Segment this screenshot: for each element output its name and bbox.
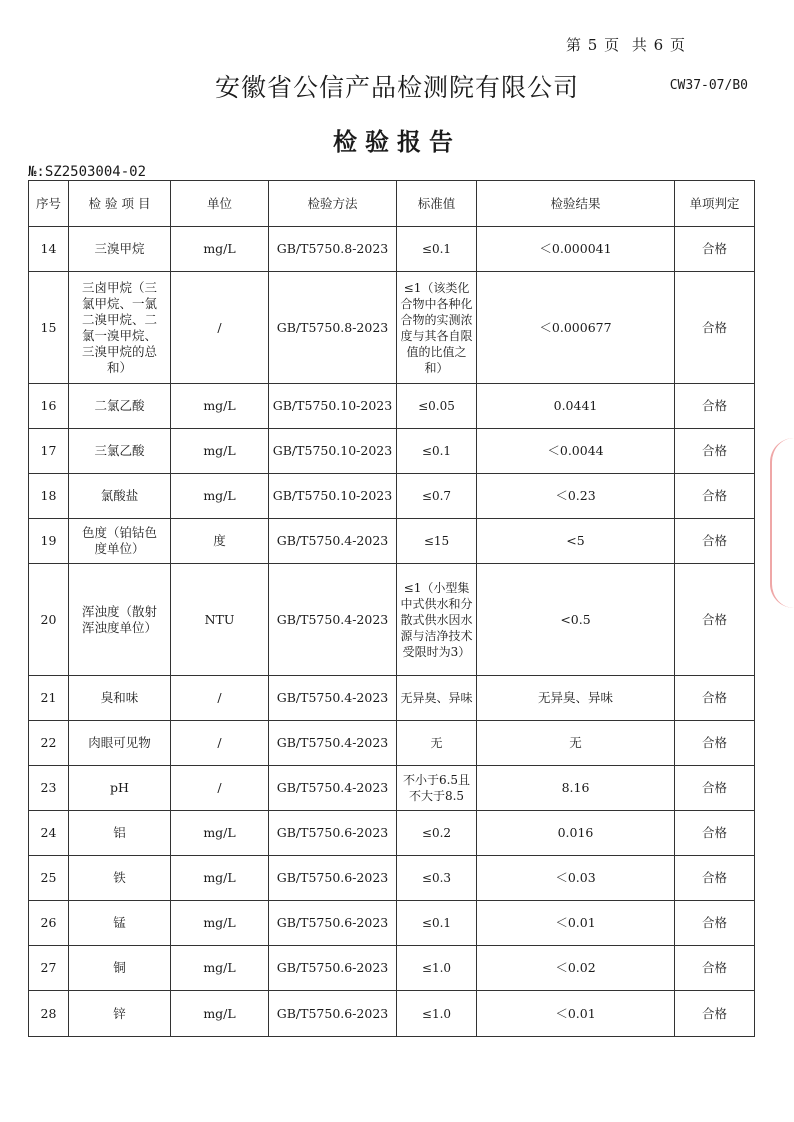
cell-result: ＜0.01	[477, 991, 675, 1037]
cell-no: 21	[29, 676, 69, 721]
cell-item: 臭和味	[69, 676, 171, 721]
cell-no: 14	[29, 227, 69, 272]
cell-method: GB/T5750.8-2023	[269, 272, 397, 384]
table-row	[29, 901, 755, 946]
cell-verdict: 合格	[675, 856, 755, 901]
cell-verdict: 合格	[675, 384, 755, 429]
cell-method: GB/T5750.6-2023	[269, 856, 397, 901]
document-title: 检验报告	[333, 127, 461, 156]
cell-method: GB/T5750.8-2023	[269, 227, 397, 272]
cell-item: 锰	[69, 901, 171, 946]
col-header-verdict: 单项判定	[675, 181, 755, 227]
cell-verdict: 合格	[675, 991, 755, 1037]
report-number: №:SZ2503004-02	[28, 164, 147, 180]
cell-result: 无异臭、异味	[477, 676, 675, 721]
cell-standard: 无	[397, 721, 477, 766]
cell-method: GB/T5750.6-2023	[269, 811, 397, 856]
cell-no: 24	[29, 811, 69, 856]
table-row	[29, 811, 755, 856]
cell-no: 15	[29, 272, 69, 384]
cell-verdict: 合格	[675, 721, 755, 766]
cell-unit: /	[171, 721, 269, 766]
cell-standard: ≤15	[397, 519, 477, 564]
cell-no: 16	[29, 384, 69, 429]
cell-item: 三氯乙酸	[69, 429, 171, 474]
cell-method: GB/T5750.4-2023	[269, 721, 397, 766]
cell-item: 氯酸盐	[69, 474, 171, 519]
cell-unit: mg/L	[171, 384, 269, 429]
col-header-unit: 单位	[171, 181, 269, 227]
cell-result: 8.16	[477, 766, 675, 811]
test-results-table	[28, 180, 755, 1037]
table-row	[29, 272, 755, 384]
page-current: 第 5 页	[566, 36, 621, 54]
cell-verdict: 合格	[675, 901, 755, 946]
col-header-result: 检验结果	[477, 181, 675, 227]
cell-method: GB/T5750.4-2023	[269, 766, 397, 811]
cell-result: <5	[477, 519, 675, 564]
cell-item: 二氯乙酸	[69, 384, 171, 429]
table-row	[29, 474, 755, 519]
cell-verdict: 合格	[675, 227, 755, 272]
cell-no: 28	[29, 991, 69, 1037]
cell-item: pH	[69, 766, 171, 811]
cell-standard: ≤0.1	[397, 227, 477, 272]
cell-method: GB/T5750.6-2023	[269, 901, 397, 946]
seal-stamp-fragment	[770, 438, 794, 608]
cell-standard: ≤0.7	[397, 474, 477, 519]
cell-unit: mg/L	[171, 227, 269, 272]
cell-verdict: 合格	[675, 519, 755, 564]
cell-unit: mg/L	[171, 901, 269, 946]
cell-unit: mg/L	[171, 429, 269, 474]
cell-item: 铝	[69, 811, 171, 856]
cell-unit: mg/L	[171, 946, 269, 991]
cell-verdict: 合格	[675, 811, 755, 856]
cell-result: ＜0.000041	[477, 227, 675, 272]
cell-result: ＜0.000677	[477, 272, 675, 384]
cell-standard: ≤0.05	[397, 384, 477, 429]
cell-item: 色度（铂钴色度单位）	[69, 519, 171, 564]
cell-verdict: 合格	[675, 474, 755, 519]
cell-item: 三溴甲烷	[69, 227, 171, 272]
col-header-standard: 标准值	[397, 181, 477, 227]
cell-method: GB/T5750.6-2023	[269, 946, 397, 991]
cell-method: GB/T5750.4-2023	[269, 564, 397, 676]
cell-no: 17	[29, 429, 69, 474]
page-number	[566, 34, 692, 55]
cell-result: 0.016	[477, 811, 675, 856]
cell-unit: /	[171, 272, 269, 384]
cell-item: 铜	[69, 946, 171, 991]
table-row	[29, 227, 755, 272]
table-row	[29, 721, 755, 766]
cell-method: GB/T5750.4-2023	[269, 676, 397, 721]
cell-unit: mg/L	[171, 474, 269, 519]
cell-unit: /	[171, 676, 269, 721]
cell-standard: 不小于6.5且不大于8.5	[397, 766, 477, 811]
table-row	[29, 856, 755, 901]
cell-result: <0.5	[477, 564, 675, 676]
cell-item: 锌	[69, 991, 171, 1037]
cell-no: 26	[29, 901, 69, 946]
cell-unit: mg/L	[171, 811, 269, 856]
cell-standard: ≤1.0	[397, 946, 477, 991]
table-row	[29, 564, 755, 676]
table-row	[29, 676, 755, 721]
cell-verdict: 合格	[675, 272, 755, 384]
cell-result: ＜0.0044	[477, 429, 675, 474]
cell-method: GB/T5750.10-2023	[269, 384, 397, 429]
cell-standard: ≤0.1	[397, 429, 477, 474]
cell-result: ＜0.03	[477, 856, 675, 901]
cell-item: 肉眼可见物	[69, 721, 171, 766]
cell-method: GB/T5750.6-2023	[269, 991, 397, 1037]
table-body	[29, 227, 755, 1037]
cell-standard: ≤0.1	[397, 901, 477, 946]
cell-no: 25	[29, 856, 69, 901]
col-header-no: 序号	[29, 181, 69, 227]
cell-unit: 度	[171, 519, 269, 564]
cell-standard: ≤1（小型集中式供水和分散式供水因水源与洁净技术受限时为3）	[397, 564, 477, 676]
cell-result: ＜0.01	[477, 901, 675, 946]
cell-item: 三卤甲烷（三氯甲烷、一氯二溴甲烷、二氯一溴甲烷、三溴甲烷的总和）	[69, 272, 171, 384]
cell-no: 18	[29, 474, 69, 519]
cell-no: 20	[29, 564, 69, 676]
cell-method: GB/T5750.10-2023	[269, 474, 397, 519]
cell-unit: mg/L	[171, 856, 269, 901]
cell-standard: ≤0.2	[397, 811, 477, 856]
cell-standard: ≤1（该类化合物中各种化合物的实测浓度与其各自限值的比值之和）	[397, 272, 477, 384]
cell-verdict: 合格	[675, 946, 755, 991]
cell-unit: NTU	[171, 564, 269, 676]
cell-method: GB/T5750.4-2023	[269, 519, 397, 564]
table-row	[29, 519, 755, 564]
cell-standard: ≤0.3	[397, 856, 477, 901]
cell-no: 23	[29, 766, 69, 811]
cell-no: 22	[29, 721, 69, 766]
col-header-method: 检验方法	[269, 181, 397, 227]
cell-verdict: 合格	[675, 766, 755, 811]
cell-item: 浑浊度（散射浑浊度单位）	[69, 564, 171, 676]
table-row	[29, 429, 755, 474]
cell-method: GB/T5750.10-2023	[269, 429, 397, 474]
cell-verdict: 合格	[675, 564, 755, 676]
cell-unit: /	[171, 766, 269, 811]
cell-item: 铁	[69, 856, 171, 901]
table-row	[29, 946, 755, 991]
cell-unit: mg/L	[171, 991, 269, 1037]
cell-no: 27	[29, 946, 69, 991]
cell-verdict: 合格	[675, 429, 755, 474]
cell-result: ＜0.23	[477, 474, 675, 519]
cell-standard: ≤1.0	[397, 991, 477, 1037]
table-row	[29, 766, 755, 811]
cell-verdict: 合格	[675, 676, 755, 721]
table-header-row	[29, 181, 755, 227]
table-row	[29, 991, 755, 1037]
cell-result: 无	[477, 721, 675, 766]
cell-result: 0.0441	[477, 384, 675, 429]
cell-no: 19	[29, 519, 69, 564]
page-total: 共 6 页	[631, 36, 686, 54]
form-code: CW37-07/B0	[669, 78, 748, 93]
cell-result: ＜0.02	[477, 946, 675, 991]
company-name: 安徽省公信产品检测院有限公司	[214, 73, 579, 102]
cell-standard: 无异臭、异味	[397, 676, 477, 721]
table-row	[29, 384, 755, 429]
col-header-item: 检 验 项 目	[69, 181, 171, 227]
